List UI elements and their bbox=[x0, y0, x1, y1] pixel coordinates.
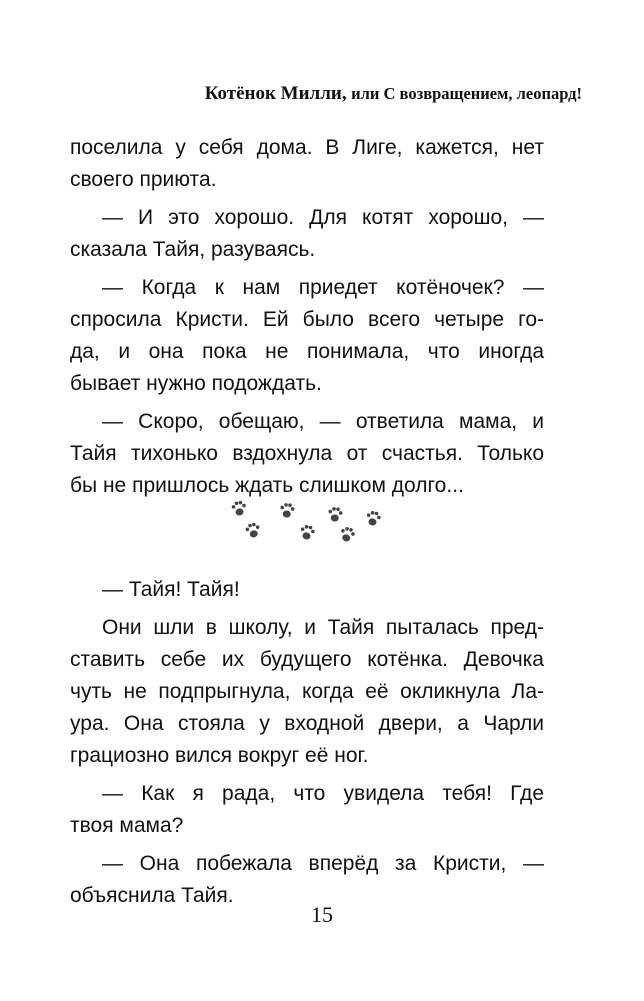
text-line: чуть не подпрыгнула, когда её окликнула Ла- bbox=[70, 680, 544, 703]
text-line: бывает нужно подождать. bbox=[70, 372, 322, 395]
text-line: — Когда к нам приедет котёночек? — bbox=[102, 276, 544, 299]
text-line: — Тайя! Тайя! bbox=[102, 578, 240, 601]
text-line: да, и она пока не понимала, что иногда bbox=[70, 340, 544, 363]
text-line: Они шли в школу, и Тайя пыталась пред- bbox=[102, 616, 544, 639]
text-line: ставить себе их будущего котёнка. Девочка bbox=[70, 648, 544, 671]
text-line: — Скоро, обещаю, — ответила мама, и bbox=[102, 410, 544, 433]
text-line: спросила Кристи. Ей было всего четыре го- bbox=[70, 308, 544, 331]
text-line: поселила у себя дома. В Лиге, кажется, нет bbox=[70, 136, 544, 159]
text-line: — И это хорошо. Для котят хорошо, — bbox=[102, 206, 544, 229]
text-line: бы не пришлось ждать слишком долго... bbox=[70, 474, 464, 497]
text-section-1 bbox=[70, 132, 544, 502]
text-line: своего приюта. bbox=[70, 168, 217, 191]
page-number: 15 bbox=[311, 902, 333, 927]
text-line: — Она побежала вперёд за Кристи, — bbox=[102, 852, 544, 875]
text-line: грациозно вился вокруг её ног. bbox=[70, 744, 369, 767]
paw-prints-icon bbox=[225, 495, 385, 550]
book-subtitle: или С возвращением, леопард! bbox=[351, 84, 582, 103]
text-line: сказала Тайя, разуваясь. bbox=[70, 238, 316, 261]
text-line: твоя мама? bbox=[70, 814, 184, 837]
text-line: Тайя тихонько вздохнула от счастья. Только bbox=[70, 442, 544, 465]
text-section-2 bbox=[70, 574, 544, 912]
text-line: — Как я рада, что увидела тебя! Где bbox=[102, 782, 544, 805]
book-title: Котёнок Милли, bbox=[204, 83, 347, 104]
text-line: объяснила Тайя. bbox=[70, 884, 234, 907]
text-line: ура. Она стояла у входной двери, а Чарли bbox=[70, 712, 544, 735]
running-header bbox=[205, 82, 582, 105]
